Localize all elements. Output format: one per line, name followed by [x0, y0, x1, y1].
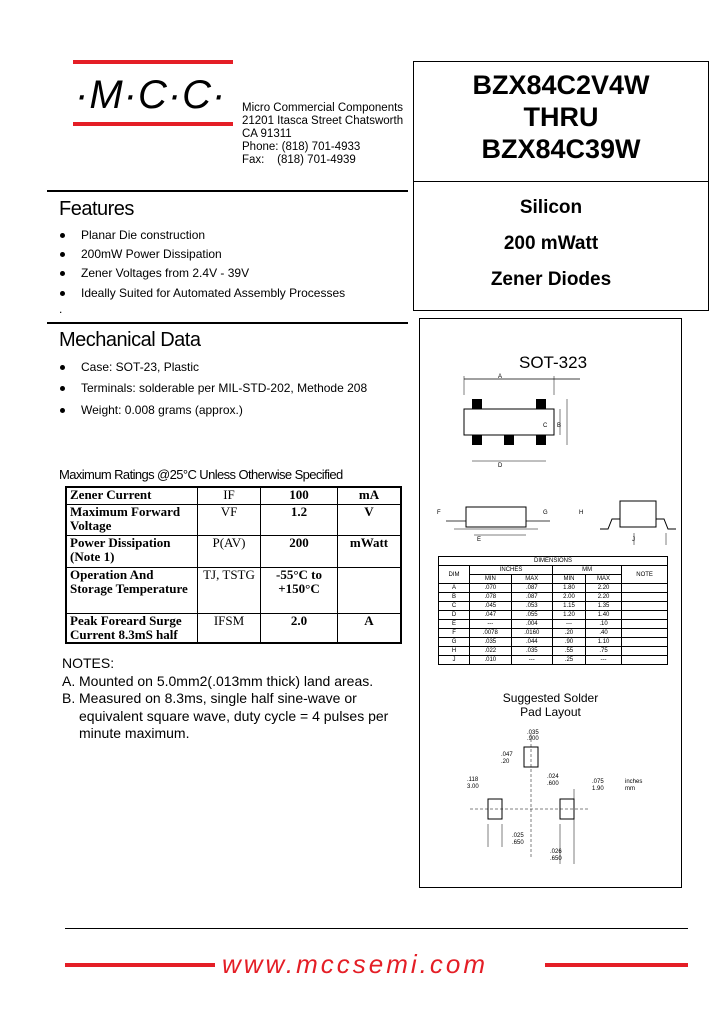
table-header: MIN [470, 575, 511, 584]
part-number-box [413, 61, 709, 182]
param-cell: Maximum Forward Voltage [66, 504, 198, 535]
package-side-views [434, 497, 680, 547]
dim-label-d: D [498, 463, 503, 469]
table-cell: 1.80 [553, 584, 586, 593]
value-cell: 100 [261, 487, 338, 504]
table-row [439, 584, 668, 593]
table-header: MAX [585, 575, 621, 584]
unit-cell [338, 567, 402, 613]
table-cell: B [439, 593, 470, 602]
dim-label-j: J [632, 537, 635, 543]
dim-table-body [439, 584, 668, 665]
table-cell: --- [553, 620, 586, 629]
table-cell: .0160 [511, 629, 552, 638]
notes-title: NOTES: [62, 655, 115, 671]
footer-bar-left [65, 963, 215, 967]
logo-bottom-bar [73, 122, 233, 126]
table-cell: --- [470, 620, 511, 629]
desc-line-2: 200 mWatt [503, 233, 599, 254]
unit-cell: V [338, 504, 402, 535]
pad-units: inches mm [625, 779, 643, 792]
param-cell: Zener Current [66, 487, 198, 504]
features-title: Features [59, 198, 134, 220]
table-cell: .40 [585, 629, 621, 638]
table-header: MAX [511, 575, 552, 584]
table-cell: C [439, 602, 470, 611]
symbol-cell: VF [198, 504, 261, 535]
table-cell: H [439, 647, 470, 656]
table-cell [622, 656, 668, 665]
table-cell: 2.20 [585, 593, 621, 602]
address-line: Phone: (818) 701-4933 [242, 141, 361, 153]
package-drawing-box [419, 318, 682, 888]
pad-dim-5: .075 1.90 [592, 779, 604, 792]
pad-dim-4: .118 3.00 [467, 777, 479, 790]
table-row [439, 611, 668, 620]
table-cell: 1.15 [553, 602, 586, 611]
dimensions-table [438, 556, 668, 665]
table-cell: 1.40 [585, 611, 621, 620]
unit-cell: mWatt [338, 535, 402, 567]
dim-label-c: C [543, 423, 548, 429]
pad-dim-7: .026 .650 [550, 849, 562, 862]
dim-label-e: E [477, 537, 482, 543]
pad-dim-1: .035 .900 [527, 730, 539, 742]
part-thru: THRU [523, 102, 599, 132]
table-cell: 2.00 [553, 593, 586, 602]
dim-label-f: F [437, 510, 441, 516]
note-b: B. Measured on 8.3ms, single half sine-wave or equivalent square wave, duty cycle = 4 pulses per minute maximum. [62, 690, 389, 741]
table-cell: --- [511, 656, 552, 665]
table-cell: 1.20 [553, 611, 586, 620]
desc-line-3: Zener Diodes [490, 269, 612, 290]
unit-cell: mA [338, 487, 402, 504]
table-cell: .070 [470, 584, 511, 593]
symbol-cell: P(AV) [198, 535, 261, 567]
param-cell: Peak Foreard Surge Current 8.3mS half [66, 613, 198, 643]
notes-section [62, 655, 388, 743]
table-cell: .087 [511, 593, 552, 602]
footer-bar-right [545, 963, 688, 967]
address-line: Fax: (818) 701-4939 [242, 154, 356, 166]
package-top-view [450, 371, 580, 466]
table-header: MM [553, 566, 622, 575]
table-cell: .053 [511, 602, 552, 611]
symbol-cell: IF [198, 487, 261, 504]
value-cell: -55°C to +150°C [261, 567, 338, 613]
table-cell: F [439, 629, 470, 638]
mechanical-title: Mechanical Data [59, 329, 201, 351]
table-cell: .022 [470, 647, 511, 656]
table-cell [622, 638, 668, 647]
table-cell: .55 [553, 647, 586, 656]
pad-title-line: Suggested Solder [502, 691, 599, 705]
table-cell: .087 [511, 584, 552, 593]
pad-dim-2: .047 .20 [501, 752, 513, 765]
table-cell: .10 [585, 620, 621, 629]
table-row [66, 487, 401, 504]
logo-top-bar [73, 60, 233, 64]
table-header: MIN [553, 575, 586, 584]
pad-dim-6: .025 .650 [512, 833, 524, 846]
table-row [439, 620, 668, 629]
table-cell: .010 [470, 656, 511, 665]
dim-table-title: DIMENSIONS [439, 557, 668, 566]
table-cell: .20 [553, 629, 586, 638]
table-cell [622, 629, 668, 638]
table-cell: .045 [470, 602, 511, 611]
part-number-end: BZX84C39W [481, 134, 641, 164]
mechanical-rule [47, 322, 408, 324]
footer-rule [65, 928, 688, 929]
symbol-cell: IFSM [198, 613, 261, 643]
note-a: A. Mounted on 5.0mm2(.013mm thick) land areas. [62, 672, 374, 689]
table-cell: .055 [511, 611, 552, 620]
table-cell: J [439, 656, 470, 665]
table-row [439, 593, 668, 602]
table-row [439, 557, 668, 566]
table-row [439, 638, 668, 647]
pad-dim-3: .024 .600 [547, 774, 559, 787]
features-trailing-mark: . [59, 302, 63, 316]
table-cell: A [439, 584, 470, 593]
table-cell: 1.10 [585, 638, 621, 647]
table-cell: .75 [585, 647, 621, 656]
table-cell: --- [585, 656, 621, 665]
table-cell: E [439, 620, 470, 629]
param-cell: Operation And Storage Temperature [66, 567, 198, 613]
website-link[interactable]: www.mccsemi.com [222, 949, 489, 979]
table-cell: .90 [553, 638, 586, 647]
value-cell: 200 [261, 535, 338, 567]
table-cell: .0078 [470, 629, 511, 638]
table-cell: .078 [470, 593, 511, 602]
table-row [66, 613, 401, 643]
address-line: CA 91311 [242, 128, 292, 140]
package-name: SOT-323 [519, 353, 588, 372]
address-line: 21201 Itasca Street Chatsworth [242, 115, 404, 127]
table-cell: .044 [511, 638, 552, 647]
table-header: NOTE [622, 566, 668, 584]
table-cell [622, 647, 668, 656]
table-row [439, 602, 668, 611]
table-header: DIM [439, 566, 470, 584]
table-cell: D [439, 611, 470, 620]
desc-line-1: Silicon [519, 197, 583, 218]
table-cell: .25 [553, 656, 586, 665]
dim-label-h: H [579, 510, 584, 516]
ratings-title: Maximum Ratings @25°C Unless Otherwise Specified [59, 467, 343, 482]
company-logo: ·M·C·C· [75, 73, 227, 117]
dim-label-g: G [543, 510, 548, 516]
pad-title-line: Pad Layout [520, 705, 581, 719]
table-cell: .035 [511, 647, 552, 656]
value-cell: 1.2 [261, 504, 338, 535]
address-line: Micro Commercial Components [242, 102, 404, 114]
pad-layout-title [420, 691, 681, 719]
table-cell: 2.20 [585, 584, 621, 593]
table-row [66, 567, 401, 613]
table-cell: .004 [511, 620, 552, 629]
company-address [242, 102, 403, 167]
table-cell: .047 [470, 611, 511, 620]
table-row [439, 647, 668, 656]
table-cell [622, 584, 668, 593]
ratings-table [65, 486, 402, 644]
description-box [413, 181, 709, 311]
dim-label-a: A [498, 374, 503, 380]
symbol-cell: TJ, TSTG [198, 567, 261, 613]
pad-layout-drawing [460, 729, 643, 869]
table-row [66, 535, 401, 567]
table-cell [622, 602, 668, 611]
value-cell: 2.0 [261, 613, 338, 643]
table-cell [622, 593, 668, 602]
table-cell [622, 611, 668, 620]
table-header: INCHES [470, 566, 553, 575]
unit-cell: A [338, 613, 402, 643]
part-number-start: BZX84C2V4W [472, 70, 650, 100]
dim-label-b: B [557, 423, 562, 429]
features-rule [47, 190, 408, 192]
table-row [439, 656, 668, 665]
param-cell: Power Dissipation (Note 1) [66, 535, 198, 567]
table-row [66, 504, 401, 535]
table-row [439, 629, 668, 638]
table-row [439, 566, 668, 575]
table-cell: G [439, 638, 470, 647]
table-cell [622, 620, 668, 629]
table-cell: 1.35 [585, 602, 621, 611]
table-cell: .035 [470, 638, 511, 647]
